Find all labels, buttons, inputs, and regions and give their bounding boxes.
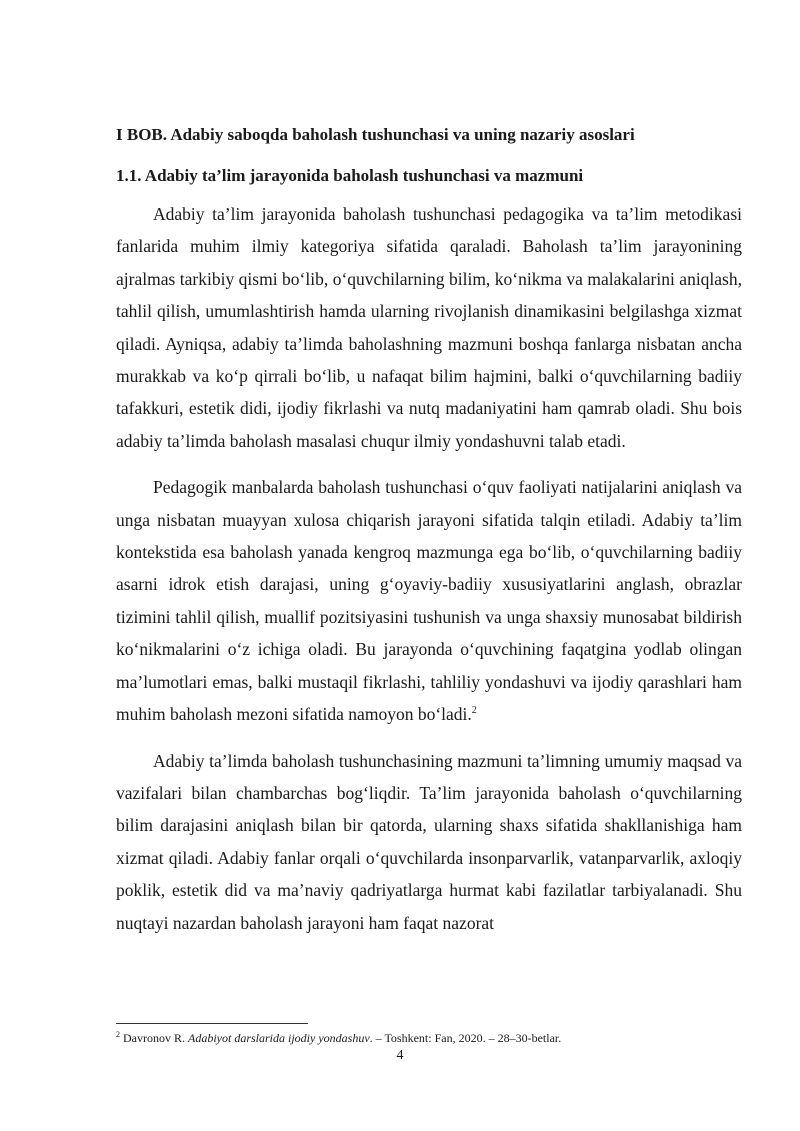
document-page (116, 124, 742, 953)
footnote-details: . – Toshkent: Fan, 2020. – 28–30-betlar. (369, 1031, 562, 1045)
paragraph-2-text: Pedagogik manbalarda baholash tushunchasi o‘quv faoliyati natijalarini aniqlash va unga nisbatan muayyan xulosa chiqarish jarayoni sifatida talqin etiladi. Adabiy ta’lim kontekstida esa baholash yanada kengroq mazmunga ega bo‘lib, o‘quvchilarning badiiy asarni idrok etish darajasi, uning g‘oyaviy-badiiy xususiyatlarini anglash, obrazlar tizimini tahlil qilish, muallif pozitsiyasini tushunish va unga shaxsiy munosabat bildirish ko‘nikmalarini o‘z ichiga oladi. Bu jarayonda o‘quvchining faqatgina yodlab olingan ma’lumotlari emas, balki mustaqil fikrlashi, tahliliy yondashuvi va ijodiy qarashlari ham muhim baholash mezoni sifatida namoyon bo‘ladi. (116, 477, 742, 725)
paragraph-1 (116, 198, 742, 457)
paragraph-2 (116, 471, 742, 730)
footnote-number: 2 (116, 1030, 120, 1039)
paragraph-3-text: Adabiy ta’limda baholash tushunchasining mazmuni ta’limning umumiy maqsad va vazifalari bilan chambarchas bog‘liqdir. Ta’lim jarayonida baholash o‘quvchilarning bilim darajasini aniqlash bilan bir qatorda, ularning shaxs sifatida shakllanishiga ham xizmat qiladi. Adabiy fanlar orqali o‘quvchilarda insonparvarlik, vatanparvarlik, axloqiy poklik, estetik did va ma’naviy qadriyatlarga hurmat kabi fazilatlar tarbiyalanadi. Shu nuqtayi nazardan baholash jarayoni ham faqat nazorat (116, 750, 742, 933)
paragraph-3 (116, 745, 742, 939)
footnote (116, 1031, 742, 1046)
paragraph-1-text: Adabiy ta’lim jarayonida baholash tushunchasi pedagogika va ta’lim metodikasi fanlarida muhim ilmiy kategoriya sifatida qaraladi. Baholash ta’lim jarayonining ajralmas tarkibiy qismi bo‘lib, o‘quvchilarning bilim, ko‘nikma va malakalarini aniqlash, tahlil qilish, umumlashtirish hamda ularning rivojlanish dinamikasini belgilashga xizmat qiladi. Ayniqsa, adabiy ta’limda baholashning mazmuni boshqa fanlarga nisbatan ancha murakkab va ko‘p qirrali bo‘lib, u nafaqat bilim hajmini, balki o‘quvchilarning badiiy tafakkuri, estetik didi, ijodiy fikrlashi va nutq madaniyatini ham qamrab oladi. Shu bois adabiy ta’limda baholash masalasi chuqur ilmiy yondashuvni talab etadi. (116, 204, 742, 451)
chapter-title: I BOB. Adabiy saboqda baholash tushunchasi va uning nazariy asoslari (116, 125, 635, 144)
page-number: 4 (396, 1048, 404, 1063)
footnote-divider (116, 1023, 308, 1024)
footnote-reference[interactable]: 2 (471, 705, 477, 717)
footnote-title: Adabiyot darslarida ijodiy yondashuv (188, 1031, 370, 1045)
section-title: 1.1. Adabiy ta’lim jarayonida baholash tushunchasi va mazmuni (116, 166, 584, 185)
footnote-author: Davronov R. (120, 1031, 188, 1045)
